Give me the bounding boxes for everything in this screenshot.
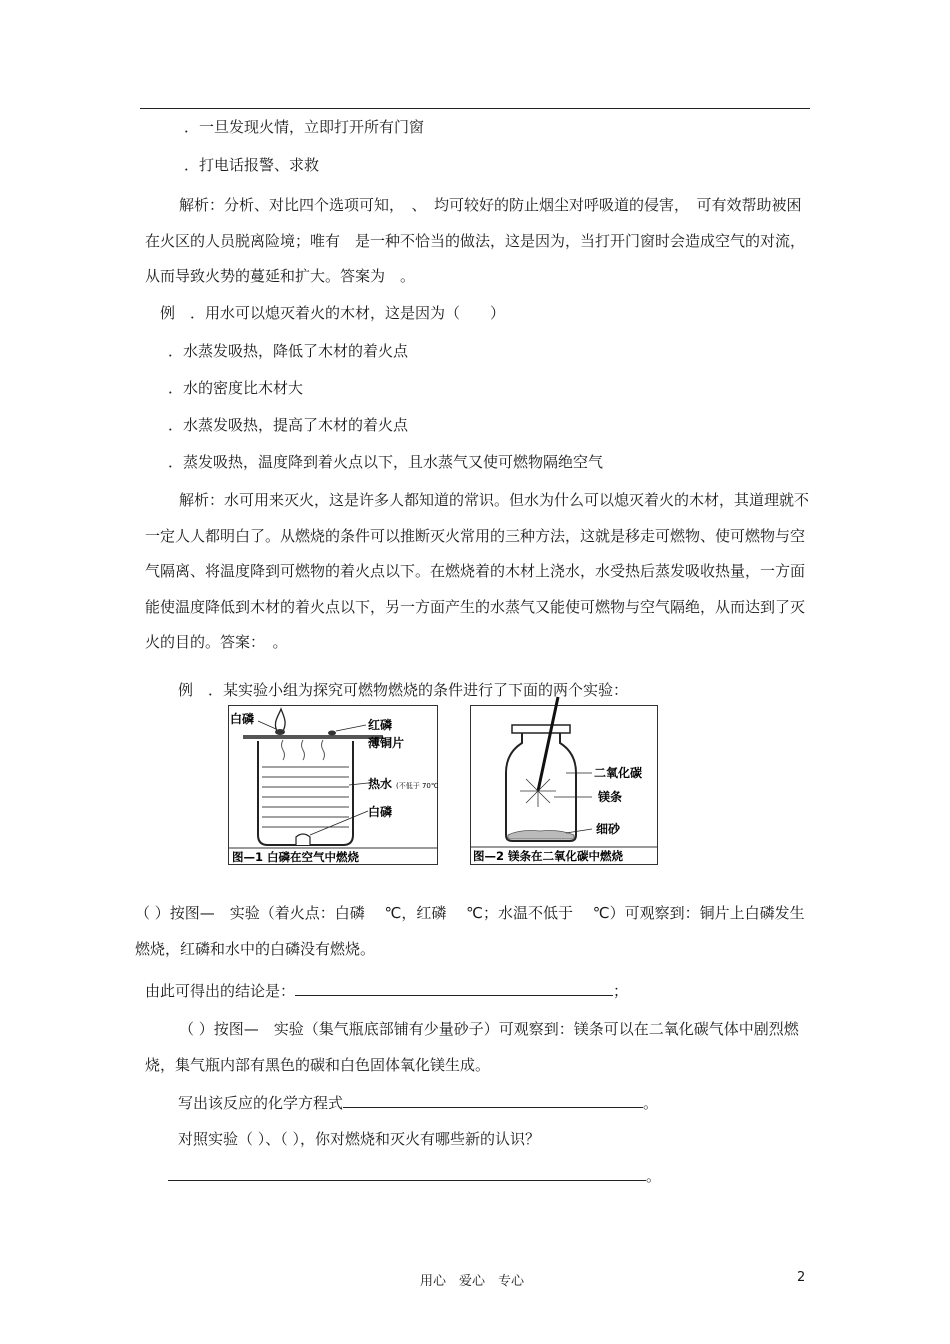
steam <box>282 740 325 760</box>
conclusion-label: 由此可得出的结论是： <box>145 982 296 1000</box>
gas-jar <box>506 733 576 841</box>
question-3-answer <box>168 1165 661 1186</box>
equation-end: 。 <box>643 1094 659 1112</box>
equation-blank[interactable] <box>343 1093 643 1108</box>
label-sand: 细砂 <box>596 822 621 836</box>
analysis-paragraph-2: 解析：水可用来灭火，这是许多人都知道的常识。但水为什么可以熄灭着火的木材，其道理就不一定人人都明白了。从燃烧的条件可以推断灭火常用的三种方法，这就是移走可燃物、使可燃物与空气隔离、将温度降到可燃物的着火点以下。在燃烧着的木材上浇水，水受热后蒸发吸收热量，一方面能使温度降低到木材的着火点以下，另一方面产生的水蒸气又能使可燃物与空气隔绝，从而达到了灭火的目的。答案： 。 <box>145 491 810 651</box>
sparks <box>520 779 556 807</box>
option-c-line: ．一旦发现火情，立即打开所有门窗 <box>184 118 425 136</box>
figure-white-phosphorus <box>228 705 438 869</box>
label-co2: 二氧化碳 <box>594 766 643 780</box>
label-copper: 薄铜片 <box>368 736 405 750</box>
label-temp: (不低于 70℃) <box>396 782 438 790</box>
figure-1-caption: 图—1 白磷在空气中燃烧 <box>232 850 360 864</box>
conclusion-end: ； <box>613 982 629 1000</box>
figure-2-caption: 图—2 镁条在二氧化碳中燃烧 <box>473 849 624 863</box>
example-3-question: 例 ．某实验小组为探究可燃物燃烧的条件进行了下面的两个实验： <box>178 681 629 699</box>
red-p <box>328 731 336 736</box>
magnesium-strip <box>538 697 558 791</box>
white-p-top <box>275 729 285 735</box>
label-hot-water: 热水 <box>368 777 393 791</box>
question-3-blank[interactable] <box>168 1166 646 1181</box>
analysis-paragraph-1: 解析：分析、对比四个选项可知， 、 均可较好的防止烟尘对呼吸道的侵害， 可有效帮助被困在火区的人员脱离险境；唯有 是一种不恰当的做法，这是因为，当打开门窗时会造成空气的对流，从而导致火势的蔓延和扩大。答案为 。 <box>145 196 806 285</box>
question-2: （ ）按图— 实验（集气瓶底部铺有少量砂子）可观察到：镁条可以在二氧化碳气体中剧烈燃烧，集气瓶内部有黑色的碳和白色固体氧化镁生成。 <box>145 1020 799 1074</box>
copper-plate <box>243 735 383 739</box>
equation-label: 写出该反应的化学方程式 <box>178 1094 344 1112</box>
example-2-option-a: ．水蒸发吸热，降低了木材的着火点 <box>168 342 409 360</box>
example-2-option-b: ．水的密度比木材大 <box>168 379 304 397</box>
option-d-line: ．打电话报警、求救 <box>184 156 320 174</box>
question-1: （ ）按图— 实验（着火点：白磷 ℃，红磷 ℃；水温不低于 ℃）可观察到：铜片上白磷发生燃烧，红磷和水中的白磷没有燃烧。 <box>135 904 805 958</box>
footer-motto: 用心 爱心 专心 <box>420 1274 525 1289</box>
beaker <box>258 741 353 845</box>
label-mg: 镁条 <box>598 790 623 804</box>
water <box>262 767 349 827</box>
jar-lid <box>512 725 570 733</box>
page-number: 2 <box>797 1270 806 1285</box>
white-p-bottom <box>296 834 310 845</box>
label-red-p: 红磷 <box>368 718 393 732</box>
example-2-option-d: ．蒸发吸热，温度降到着火点以下，且水蒸气又使可燃物隔绝空气 <box>168 453 604 471</box>
conclusion-blank[interactable] <box>295 981 613 996</box>
sand <box>508 831 574 840</box>
label-white-p-bottom: 白磷 <box>368 805 393 819</box>
question-3-end: 。 <box>646 1167 662 1185</box>
label-white-p-top: 白磷 <box>230 712 255 726</box>
header-rule <box>140 108 810 109</box>
question-2-equation <box>178 1092 658 1113</box>
example-2-question: 例 ．用水可以熄灭着火的木材，这是因为（ ） <box>160 304 506 322</box>
example-2-option-c: ．水蒸发吸热，提高了木材的着火点 <box>168 416 409 434</box>
figure-magnesium-co2 <box>470 695 658 869</box>
question-1-conclusion <box>145 980 628 1001</box>
question-3: 对照实验（ ）、（ ），你对燃烧和灭火有哪些新的认识？ <box>178 1130 541 1148</box>
